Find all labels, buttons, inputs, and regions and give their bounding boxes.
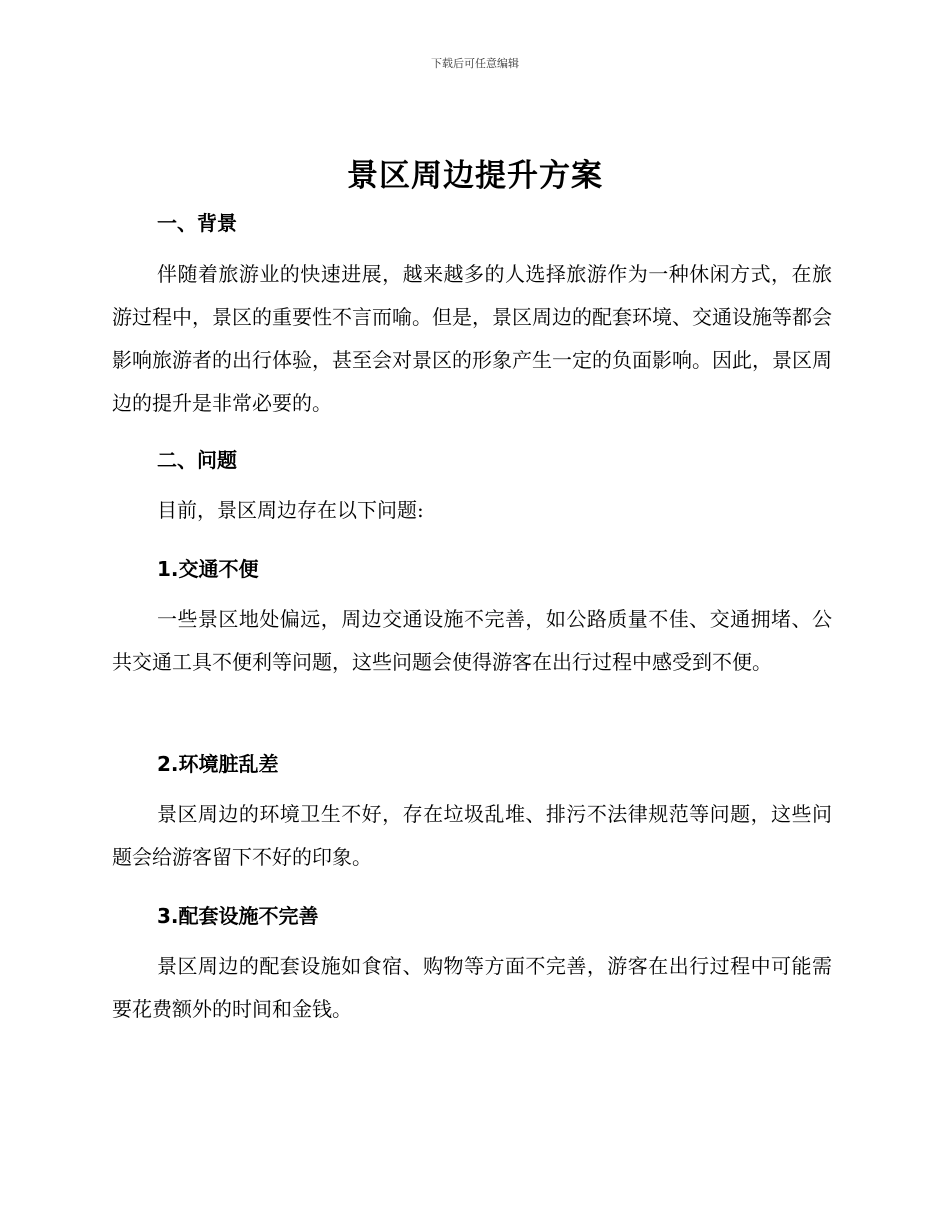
problem-3-paragraph: 景区周边的配套设施如食宿、购物等方面不完善，游客在出行过程中可能需要花费额外的时间和金钱。 [112, 954, 832, 1021]
problem-3-heading: 3.配套设施不完善 [157, 904, 319, 928]
problem-1-heading: 1.交通不便 [157, 557, 259, 581]
problem-1-paragraph: 一些景区地处偏远，周边交通设施不完善，如公路质量不佳、交通拥堵、公共交通工具不便利等问题，这些问题会使得游客在出行过程中感受到不便。 [112, 607, 832, 674]
problem-2-heading: 2.环境脏乱差 [157, 752, 279, 776]
section-heading-problems: 二、问题 [157, 448, 237, 472]
problems-intro-paragraph: 目前，景区周边存在以下问题: [157, 498, 424, 522]
page-title: 景区周边提升方案 [347, 158, 603, 194]
problem-2-paragraph: 景区周边的环境卫生不好，存在垃圾乱堆、排污不法律规范等问题，这些问题会给游客留下不好的印象。 [112, 802, 832, 869]
background-paragraph: 伴随着旅游业的快速进展，越来越多的人选择旅游作为一种休闲方式，在旅游过程中，景区的重要性不言而喻。但是，景区周边的配套环境、交通设施等都会影响旅游者的出行体验，甚至会对景区的形象产生一定的负面影响。因此，景区周边的提升是非常必要的。 [112, 262, 832, 415]
header-note: 下载后可任意编辑 [431, 57, 519, 70]
section-heading-background: 一、背景 [157, 211, 237, 235]
